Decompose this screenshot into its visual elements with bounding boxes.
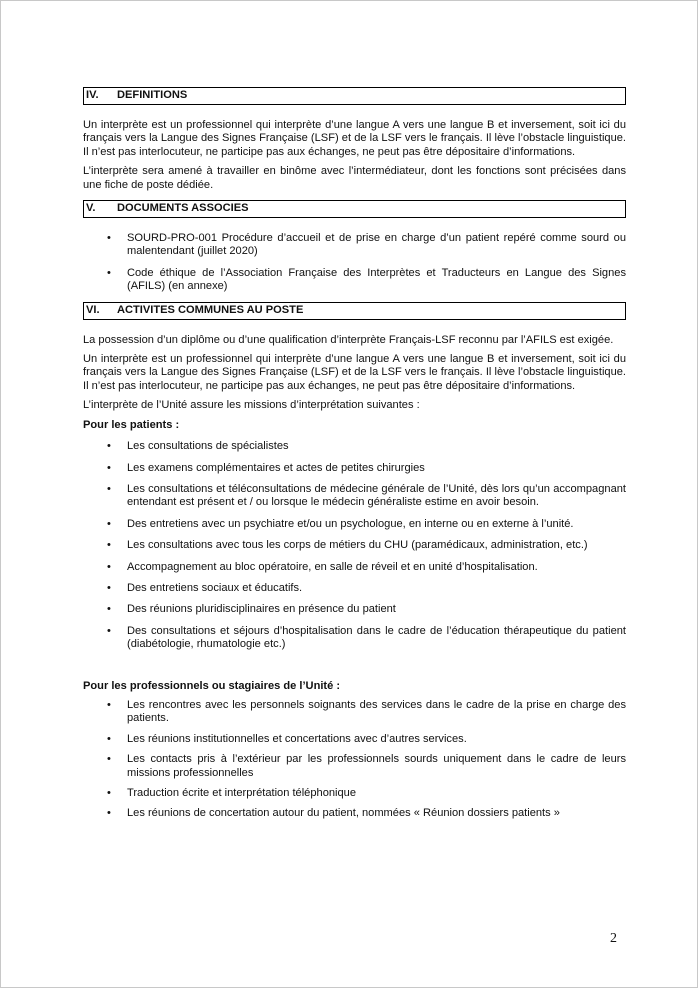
bullet-icon: •	[107, 461, 111, 474]
list-item	[83, 561, 626, 574]
section-number: IV.	[86, 89, 99, 102]
list-item	[83, 582, 626, 595]
bullet-icon: •	[107, 698, 111, 711]
list-item-text: Les réunions de concertation autour du patient, nommées « Réunion dossiers patients »	[127, 807, 560, 820]
list-item-text: Des consultations et séjours d’hospitalisation dans le cadre de l’éducation thérapeutique du patient (diabétologie, rhumatologie etc.)	[127, 624, 626, 651]
list-item	[83, 603, 626, 616]
patients-missions-list	[83, 440, 626, 651]
list-item	[83, 699, 626, 726]
list-item-text: Des entretiens avec un psychiatre et/ou un psychologue, en interne ou en externe à l’unité.	[127, 517, 574, 530]
list-item	[83, 462, 626, 475]
section-heading-documents-associes	[83, 200, 626, 218]
page-number: 2	[610, 931, 617, 946]
paragraph: Un interprète est un professionnel qui interprète d’une langue A vers une langue B et inversement, soit ici du français vers la Langue des Signes Française (LSF) et de la LSF vers le français. Il lève l’obstacle linguistique. Il n’est pas interlocuteur, ne participe pas aux échanges, ne peut pas être dépositaire d’informations.	[83, 353, 626, 392]
section-title: DEFINITIONS	[117, 89, 188, 102]
bullet-icon: •	[107, 266, 111, 279]
list-item-text: Les rencontres avec les personnels soignants des services dans le cadre de la prise en charge des patients.	[127, 698, 626, 725]
section-number: V.	[86, 202, 96, 215]
list-item-text: Accompagnement au bloc opératoire, en salle de réveil et en unité d’hospitalisation.	[127, 560, 538, 573]
section-heading-activites	[83, 302, 626, 320]
list-item	[83, 807, 626, 820]
list-item-text: Les réunions institutionnelles et concertations avec d’autres services.	[127, 732, 467, 745]
bullet-icon: •	[107, 440, 111, 453]
patients-subheading: Pour les patients :	[83, 418, 180, 431]
list-item-text: Les contacts pris à l’extérieur par les professionnels sourds uniquement dans le cadre de leurs missions professionnelles	[127, 753, 626, 779]
list-item	[83, 483, 626, 510]
section-title: DOCUMENTS ASSOCIES	[117, 202, 249, 215]
section-number: VI.	[86, 303, 100, 316]
bullet-icon: •	[107, 807, 111, 820]
bullet-icon: •	[107, 624, 111, 637]
paragraph: L’interprète de l’Unité assure les missions d’interprétation suivantes :	[83, 399, 420, 412]
list-item-text: Les consultations avec tous les corps de métiers du CHU (paramédicaux, administration, etc.)	[127, 539, 588, 552]
bullet-icon: •	[107, 787, 111, 799]
bullet-icon: •	[107, 539, 111, 552]
list-item-text: Des entretiens sociaux et éducatifs.	[127, 581, 303, 594]
associated-documents-list	[83, 232, 626, 294]
list-item-text: Les consultations et téléconsultations de médecine générale de l’Unité, dès lors qu’un accompagnant entendant est présent et / ou lorsque le médecin généraliste estime en avoir besoin.	[127, 482, 626, 509]
list-item-text: Code éthique de l’Association Française des Interprètes et Traducteurs en Langue des Signes (AFILS) (en annexe)	[127, 266, 626, 293]
list-item	[83, 733, 626, 746]
list-item	[83, 539, 626, 552]
list-item-text: SOURD-PRO-001 Procédure d’accueil et de prise en charge d’un patient repéré comme sourd ou malentendant (juillet 2020)	[127, 232, 626, 258]
list-item-text: Les consultations de spécialistes	[127, 440, 289, 453]
list-item-text: Les examens complémentaires et actes de petites chirurgies	[127, 461, 425, 474]
list-item	[83, 518, 626, 531]
bullet-icon: •	[107, 732, 111, 745]
list-item	[83, 232, 626, 259]
section-title: ACTIVITES COMMUNES AU POSTE	[117, 303, 304, 316]
page-content	[83, 87, 626, 821]
paragraph: La possession d’un diplôme ou d’une qualification d’interprète Français-LSF reconnu par l’AFILS est exigée.	[83, 333, 614, 346]
list-item	[83, 787, 626, 800]
professionals-missions-list	[83, 699, 626, 821]
list-item	[83, 440, 626, 453]
bullet-icon: •	[107, 232, 111, 245]
section-heading-definitions	[83, 87, 626, 105]
list-item-text: Traduction écrite et interprétation téléphonique	[127, 787, 357, 799]
bullet-icon: •	[107, 753, 111, 766]
bullet-icon: •	[107, 560, 111, 573]
list-item	[83, 753, 626, 780]
professionals-subheading: Pour les professionnels ou stagiaires de l’Unité :	[83, 679, 341, 692]
bullet-icon: •	[107, 603, 111, 616]
bullet-icon: •	[107, 517, 111, 530]
bullet-icon: •	[107, 581, 111, 594]
paragraph: L’interprète sera amené à travailler en binôme avec l’intermédiateur, dont les fonctions sont précisées dans une fiche de poste dédiée.	[83, 165, 626, 191]
bullet-icon: •	[107, 482, 111, 495]
list-item	[83, 267, 626, 294]
paragraph: Un interprète est un professionnel qui interprète d’une langue A vers une langue B et inversement, soit ici du français vers la Langue des Signes Française (LSF) et de la LSF vers le français. Il lève l’obstacle linguistique. Il n’est pas interlocuteur, ne participe pas aux échanges, ne peut pas être dépositaire d’informations.	[83, 119, 626, 158]
list-item	[83, 625, 626, 652]
list-item-text: Des réunions pluridisciplinaires en présence du patient	[127, 603, 396, 616]
